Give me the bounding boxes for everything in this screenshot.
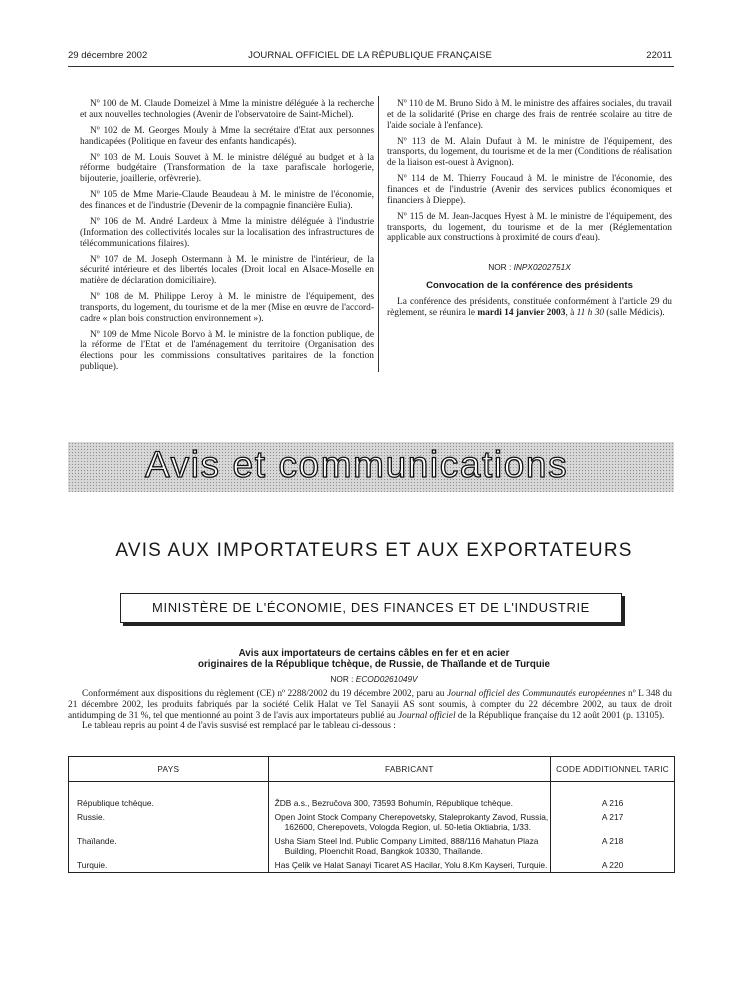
column-header-fabricant: FABRICANT — [268, 757, 550, 782]
convocation-text-part: (salle Médicis). — [606, 307, 665, 318]
question-item: Nº 106 de M. André Lardeux à Mme la ministre déléguée à l'industrie (Information des collectivités locales sur la localisation des infrastructures de télécommunications filaires). — [80, 216, 374, 249]
table-row — [69, 834, 675, 858]
nor-code: INPX0202751X — [513, 262, 571, 273]
avis-title-line: Avis aux importateurs de certains câbles en fer et en acier — [238, 648, 510, 659]
header-journal-title: JOURNAL OFFICIEL DE LA RÉPUBLIQUE FRANÇAISE — [248, 50, 492, 61]
banner-title: Avis et communications — [145, 444, 569, 485]
convocation-title: Convocation de la conférence des présidents — [426, 279, 633, 291]
nor-code: ECOD0261049V — [355, 674, 418, 684]
fabricant-line: Usha Siam Steel Ind. Public Company Limited, 888/116 Mahatun Plaza — [274, 836, 539, 846]
nor-label: NOR : — [330, 674, 354, 684]
ministry-heading: MINISTÈRE DE L'ÉCONOMIE, DES FINANCES ET DE L'INDUSTRIE — [120, 593, 622, 623]
question-item: Nº 108 de M. Philippe Leroy à M. le ministre de l'équipement, des transports, du logement, du tourisme et de la mer (Mise en œuvre de l'accord-cadre « plan bois construction environnement »). — [80, 292, 374, 324]
table-row — [69, 810, 675, 834]
fabricant-line: 162600, Cherepovets, Vologda Region, ul. 50-letia Oktiabria, 1/33. — [284, 822, 531, 832]
table-row — [69, 858, 675, 873]
nor-label: NOR : — [488, 262, 512, 273]
avis-text-part: Conformément aux dispositions du règlement (CE) nº 2288/2002 du 19 décembre 2002, paru au — [82, 689, 445, 699]
fabricant-line: Has Çelik ve Halat Sanayi Ticaret AS Hacilar, Yolu 8.Km Kayseri, Turquie. — [274, 860, 548, 870]
column-header-pays: PAYS — [69, 757, 269, 782]
pays-cell: Russie. — [69, 810, 269, 834]
header-date: 29 décembre 2002 — [68, 50, 148, 61]
column-header-code: CODE ADDITIONNEL TARIC — [551, 757, 675, 782]
fabricant-cell — [268, 858, 550, 873]
avis-journal-ce: Journal officiel des Communautés européennes — [447, 689, 626, 699]
taric-code-cell: A 218 — [551, 834, 675, 858]
taric-code-cell: A 217 — [551, 810, 675, 834]
header-page-number: 22011 — [646, 50, 672, 61]
convocation-text-part: , à — [565, 307, 575, 318]
fabricant-line: Open Joint Stock Company Cherepovetsky, Staleprokanty Zavod, Russia, — [274, 812, 549, 822]
convocation-time: 11 h 30 — [576, 307, 605, 318]
fabricant-line: Building, Ploenchit Road, Bangkok 10330, Thaïlande. — [284, 846, 483, 856]
page-header — [68, 50, 672, 66]
convocation-nor — [387, 262, 672, 273]
fabricant-cell — [268, 796, 550, 810]
question-item: Nº 107 de M. Joseph Ostermann à M. le ministre de l'intérieur, de la sécurité intérieure et des libertés locales (Droit local en Alsace-Moselle en matière de déclaration domiciliaire). — [80, 254, 374, 287]
question-item: Nº 102 de M. Georges Mouly à Mme la secrétaire d'Etat aux personnes handicapées (Politique en faveur des enfants handicapés). — [80, 125, 374, 147]
questions-left-column — [80, 99, 374, 378]
pays-cell: Turquie. — [69, 858, 269, 873]
taric-table — [68, 756, 675, 873]
question-item: Nº 114 de M. Thierry Foucaud à M. le ministre de l'économie, des finances et de l'industrie (Avenir des services publics économiques et financiers à Dieppe). — [387, 174, 672, 206]
avis-paragraph — [68, 689, 672, 721]
question-item: Nº 109 de Mme Nicole Borvo à M. le ministre de la fonction publique, de la réforme de l'Etat et de l'aménagement du territoire (Organisation des élections pour les commissions consultatives paritaires de la fonction publique). — [80, 329, 374, 373]
convocation-date: mardi 14 janvier 2003 — [477, 307, 566, 318]
convocation-text-part: La conférence des présidents, constituée conformément à l'article 29 du règlement, se réunira le — [387, 296, 672, 318]
avis-text-part: de la République française du 12 août 2001 (p. 13105). — [457, 710, 665, 721]
header-rule — [68, 66, 674, 67]
fabricant-line: ŽDB a.s., Bezručova 300, 73593 Bohumín, République tchèque. — [274, 798, 514, 808]
spacer-cell — [268, 782, 550, 797]
question-item: Nº 100 de M. Claude Domeizel à Mme la ministre déléguée à la recherche et aux nouvelles technologies (Avenir de l'observatoire de Saint-Michel). — [80, 99, 374, 120]
avis-body — [68, 689, 672, 732]
avis-title-line: originaires de la République tchèque, de Russie, de Thaïlande et de Turquie — [197, 659, 551, 670]
avis-text-part: nº L 348 du 21 décembre 2002, les produits fabriqués par la société Celik Halat ve Tel Sanayii AS sont soumis, à compter du 22 décembre 2002, au taux de droit antidumping de 31 %, tel que mentionné au point 3 de l'avis aux importateurs publié au — [68, 689, 672, 721]
table-header-row — [69, 757, 675, 782]
question-item: Nº 103 de M. Louis Souvet à M. le ministre délégué au budget et à la réforme budgétaire (Transformation de la taxe parafiscale horlogerie, bijouterie, joaillerie, orfèvrerie). — [80, 152, 374, 185]
avis-title — [0, 648, 748, 670]
spacer-cell — [69, 782, 269, 797]
avis-nor — [0, 674, 748, 684]
taric-code-cell: A 220 — [551, 858, 675, 873]
question-item: Nº 113 de M. Alain Dufaut à M. le ministre de l'équipement, des transports, du logement, du tourisme et de la mer (Conditions de réalisation de la liaison est-ouest à Avignon). — [387, 136, 672, 169]
question-item: Nº 105 de Mme Marie-Claude Beaudeau à M. le ministre de l'économie, des finances et de l'industrie (Devenir de la compagnie financière Eulia). — [80, 190, 374, 211]
table-spacer-row — [69, 782, 675, 797]
table-row — [69, 796, 675, 810]
fabricant-cell — [268, 834, 550, 858]
avis-journal-officiel: Journal officiel — [398, 710, 456, 721]
convocation-text — [387, 297, 672, 319]
column-separator — [378, 96, 379, 372]
question-item: Nº 110 de M. Bruno Sido à M. le ministre des affaires sociales, du travail et de la solidarité (Prise en charge des frais de rentrée scolaire au titre de l'aide sociale à l'enfance). — [387, 99, 672, 131]
question-item: Nº 115 de M. Jean-Jacques Hyest à M. le ministre de l'équipement, des transports, du logement, du tourisme et de la mer (Réglementation applicable aux constructions à proximité de cours d'eau). — [387, 211, 672, 244]
section-title: AVIS AUX IMPORTATEURS ET AUX EXPORTATEURS — [115, 540, 633, 561]
avis-paragraph: Le tableau repris au point 4 de l'avis susvisé est remplacé par le tableau ci-dessous : — [82, 721, 396, 732]
questions-right-column — [387, 99, 672, 324]
taric-code-cell: A 216 — [551, 796, 675, 810]
pays-cell: République tchèque. — [69, 796, 269, 810]
fabricant-cell — [268, 810, 550, 834]
pays-cell: Thaïlande. — [69, 834, 269, 858]
spacer-cell — [551, 782, 675, 797]
